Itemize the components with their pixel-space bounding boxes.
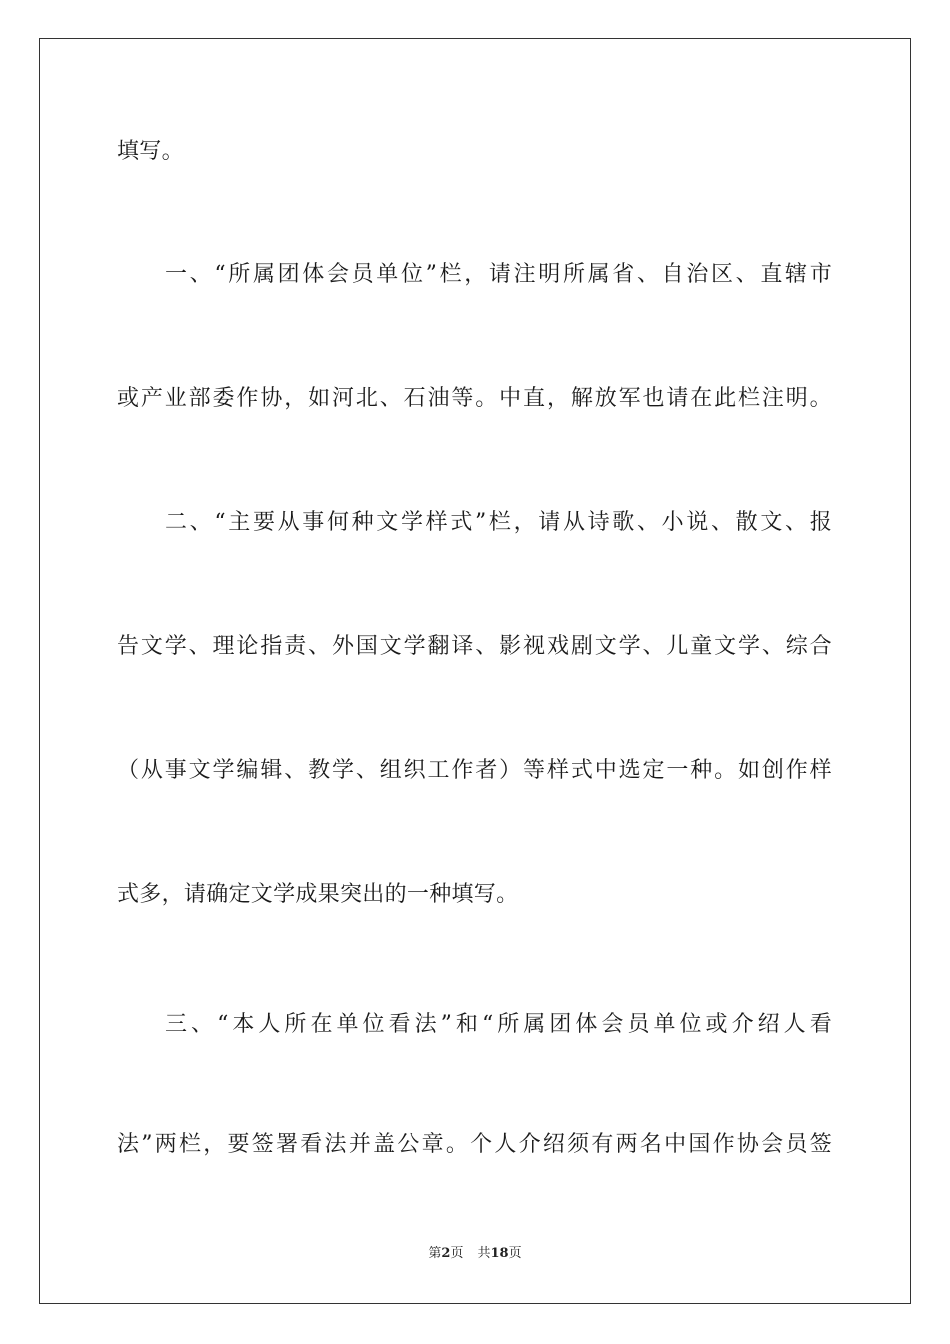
footer-total-prefix: 共 (477, 1246, 491, 1261)
body-line-1: 填写。 (117, 139, 184, 164)
footer-current-page: 2 (441, 1246, 451, 1261)
footer-page-prefix: 第 (428, 1246, 442, 1261)
body-line-2: 一、“所属团体会员单位”栏，请注明所属省、自治区、直辖市 (165, 262, 832, 287)
page-border (39, 38, 911, 1304)
body-line-5: 告文学、理论指责、外国文学翻译、影视戏剧文学、儿童文学、综合 (117, 634, 832, 659)
footer-page-suffix: 页 (450, 1246, 464, 1261)
body-line-6: （从事文学编辑、教学、组织工作者）等样式中选定一种。如创作样 (117, 758, 832, 783)
footer-total-pages: 18 (490, 1246, 509, 1261)
body-line-8: 三、“本人所在单位看法”和“所属团体会员单位或介绍人看 (165, 1012, 832, 1037)
body-line-3: 或产业部委作协，如河北、石油等。中直，解放军也请在此栏注明。 (117, 386, 832, 411)
page-footer (0, 1245, 950, 1263)
body-line-4: 二、“主要从事何种文学样式”栏，请从诗歌、小说、散文、报 (165, 510, 832, 535)
body-line-9: 法”两栏，要签署看法并盖公章。个人介绍须有两名中国作协会员签 (117, 1132, 832, 1157)
footer-total-suffix: 页 (508, 1246, 522, 1261)
body-line-7: 式多，请确定文学成果突出的一种填写。 (117, 882, 519, 907)
